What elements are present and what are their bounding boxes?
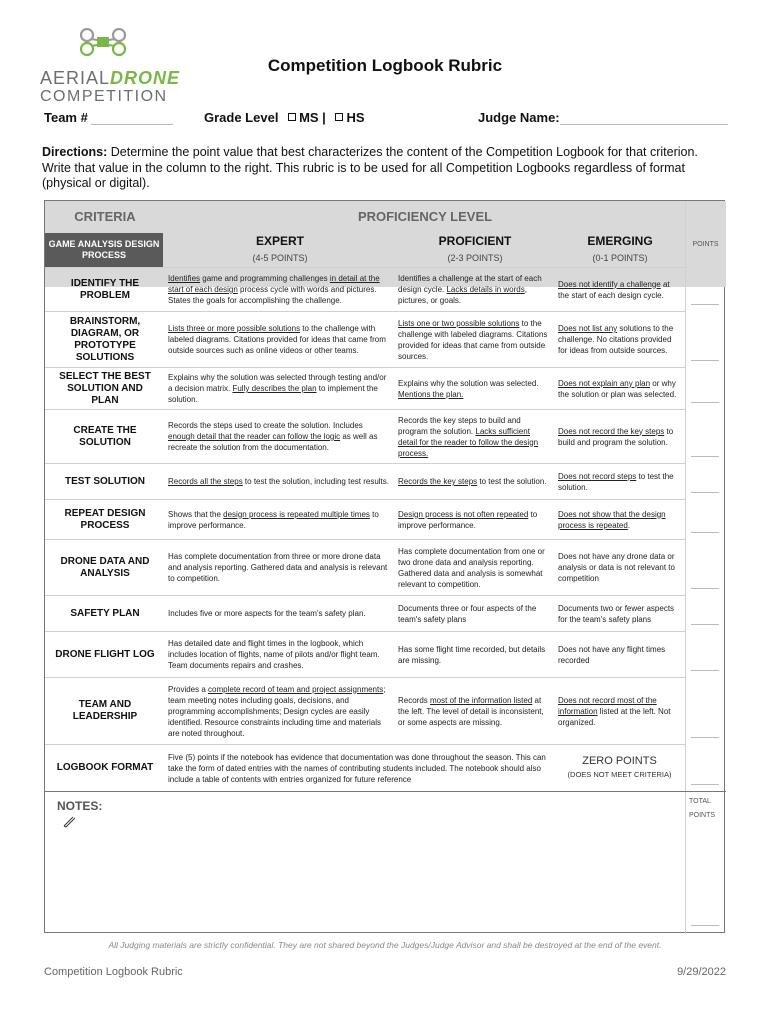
emerging-descriptor: Does not record most of the information listed at the left. Not organized. [558, 695, 671, 727]
confidentiality-note: All Judging materials are strictly confidential. They are not shared beyond the Judges/Judge Advisor and shall be destroyed at the end of the event. [108, 940, 662, 950]
rubric-row [45, 677, 685, 744]
hs-checkbox[interactable] [335, 113, 343, 121]
expert-descriptor: Records the steps used to create the solution. Includes enough detail that the reader can follow the logic as well as recreate the solution from the documentation. [168, 421, 378, 452]
page-title: Competition Logbook Rubric [267, 56, 503, 75]
emerging-descriptor: Does not show that the design process is repeated. [558, 509, 666, 530]
expert-descriptor: Includes five or more aspects for the team's safety plan. [168, 609, 366, 618]
points-entry[interactable] [691, 402, 719, 403]
expert-header: EXPERT (4-5 POINTS) [252, 234, 308, 263]
rubric-row [45, 631, 685, 677]
expert-descriptor: Lists three or more possible solutions to the challenge with labeled diagrams. Citations provided for ideas that came from outside sources such as online videos or other teams. [168, 324, 386, 355]
criterion-label: DRONE FLIGHT LOG [55, 648, 155, 660]
criterion-label: CREATE THE SOLUTION [73, 424, 137, 448]
points-entry[interactable] [691, 456, 719, 457]
expert-descriptor: Identifies game and programming challenges in detail at the start of each design process cycle with words and pictures. States the goals for accomplishing the challenge. [168, 274, 380, 305]
expert-descriptor: Has detailed date and flight times in the logbook, which includes location of flights, name of pilots and/or flight team. Team documents repairs and crashes. [168, 639, 380, 670]
total-points-entry[interactable] [691, 925, 719, 926]
emerging-descriptor: Does not record the key steps to build and program the solution. [558, 426, 674, 447]
proficient-descriptor: Has some flight time recorded, but details are missing. [398, 644, 546, 665]
logbook-format-description: Five (5) points if the notebook has evidence that documentation was done throughout the season. This can take the form of dated entries with the names of contributing students included. The notebook should also include a table of contents with entries organized for future reference [168, 752, 546, 784]
ms-checkbox[interactable] [288, 113, 296, 121]
proficient-descriptor: Records most of the information listed at the left. The level of detail is inconsistent, or some aspects are missing. [398, 695, 544, 727]
points-entry-logbook-format[interactable] [691, 784, 719, 785]
points-entry[interactable] [691, 737, 719, 738]
rubric-row [45, 595, 685, 631]
zero-points-cell [555, 745, 685, 791]
points-header: POINTS [692, 240, 719, 248]
expert-descriptor: Explains why the solution was selected through testing and/or a decision matrix. Fully describes the plan to implement the solution. [168, 373, 387, 404]
criterion-label: TEST SOLUTION [65, 475, 145, 487]
grade-level-field: Grade Level MS | HS [204, 110, 365, 125]
criterion-label: SELECT THE BEST SOLUTION AND PLAN [59, 370, 151, 406]
zero-points-note: (DOES NOT MEET CRITERIA) [567, 770, 672, 779]
rubric-row [45, 267, 685, 311]
rubric-table [44, 200, 725, 933]
points-column-divider [685, 201, 686, 934]
emerging-header: EMERGING (0-1 POINTS) [587, 234, 653, 263]
points-entry[interactable] [691, 532, 719, 533]
criterion-label: LOGBOOK FORMAT [56, 762, 154, 773]
expert-descriptor: Provides a complete record of team and project assignments; team meeting notes including goals, decisions, and programming accomplishments; Design cycles are easily identified. Resource constraints including time and materials are noted throughout. [168, 684, 386, 738]
expert-descriptor: Shows that the design process is repeated multiple times to improve performance. [168, 509, 379, 530]
directions: Directions: Determine the point value that best characterizes the content of the Competition Logbook for that criterion. Write that value in the column to the right. This rubric is to be used for all Competition Logbooks regardless of format (physical or digital). [42, 145, 698, 190]
criterion-label: BRAINSTORM, DIAGRAM, OR PROTOTYPE SOLUTIONS [69, 315, 141, 363]
proficient-descriptor: Design process is not often repeated to improve performance. [398, 509, 538, 530]
zero-points-label: ZERO POINTS [582, 755, 657, 767]
criterion-label: REPEAT DESIGN PROCESS [64, 507, 146, 531]
criterion-label: IDENTIFY THE PROBLEM [70, 277, 140, 301]
criterion-label: SAFETY PLAN [70, 607, 140, 619]
proficient-descriptor: Identifies a challenge at the start of each design cycle. Lacks details in words, pictures, or goals. [398, 274, 542, 305]
points-entry[interactable] [691, 492, 719, 493]
emerging-descriptor: Documents two or fewer aspects for the team's safety plans [558, 603, 675, 624]
emerging-descriptor: Does not explain any plan or why the solution or plan was selected. [558, 378, 677, 399]
emerging-descriptor: Does not identify a challenge at the start of each design cycle. [558, 279, 670, 300]
logbook-format-row [45, 744, 685, 791]
judge-name-field[interactable]: Judge Name: [478, 110, 728, 125]
points-entry[interactable] [691, 304, 719, 305]
section-label: GAME ANALYSIS DESIGN PROCESS [45, 233, 163, 267]
expert-descriptor: Has complete documentation from three or more drone data and analysis reporting. Gathered data and analysis is relevant to competition. [168, 552, 388, 583]
emerging-descriptor: Does not have any drone data or analysis or data is not relevant to competition [558, 552, 675, 583]
points-entry[interactable] [691, 588, 719, 589]
rubric-row [45, 539, 685, 595]
emerging-descriptor: Does not list any solutions to the challenge. No citations provided for ideas from outside sources. [558, 324, 674, 355]
proficient-header: PROFICIENT (2-3 POINTS) [438, 234, 512, 263]
criterion-label: DRONE DATA AND ANALYSIS [60, 555, 150, 579]
proficient-descriptor: Has complete documentation from one or two drone data and analysis reporting. Gathered data and analysis is somewhat relevant to competition. [398, 546, 545, 589]
rubric-row [45, 409, 685, 463]
notes-divider [45, 791, 726, 792]
points-entry[interactable] [691, 624, 719, 625]
proficiency-header: PROFICIENCY LEVEL [357, 208, 493, 224]
rubric-row [45, 311, 685, 367]
proficient-descriptor: Records the key steps to build and program the solution. Lacks sufficient detail for the reader to follow the design process. [398, 415, 539, 458]
rubric-row [45, 499, 685, 539]
proficient-descriptor: Lists one or two possible solutions to the challenge with labeled diagrams. Citations provided for ideas that came from outside sources. [398, 318, 548, 361]
pencil-icon [61, 813, 77, 829]
footer-title: Competition Logbook Rubric [44, 966, 183, 978]
criterion-label: TEAM AND LEADERSHIP [72, 699, 138, 722]
points-entry[interactable] [691, 360, 719, 361]
criteria-header: CRITERIA [74, 208, 136, 224]
team-number-field[interactable]: Team # [44, 110, 173, 125]
total-points-label: TOTAL POINTS [689, 798, 716, 819]
rubric-row [45, 367, 685, 409]
proficient-descriptor: Explains why the solution was selected. Mentions the plan. [398, 378, 539, 399]
emerging-descriptor: Does not have any flight times recorded [558, 644, 666, 665]
logo-wordmark: AERIALDRONE [40, 68, 181, 88]
expert-descriptor: Records all the steps to test the solution, including test results. [168, 477, 390, 486]
rubric-row [45, 463, 685, 499]
notes-label: NOTES: [57, 799, 103, 813]
proficient-descriptor: Records the key steps to test the solution. [398, 477, 547, 486]
points-entry[interactable] [691, 670, 719, 671]
drone-logo-icon [78, 28, 128, 56]
notes-area[interactable] [105, 799, 675, 929]
logo-subtitle: COMPETITION [40, 88, 168, 105]
emerging-descriptor: Does not record steps to test the solution. [558, 471, 674, 492]
footer-date: 9/29/2022 [677, 966, 726, 978]
proficient-descriptor: Documents three or four aspects of the team's safety plans [398, 603, 537, 624]
